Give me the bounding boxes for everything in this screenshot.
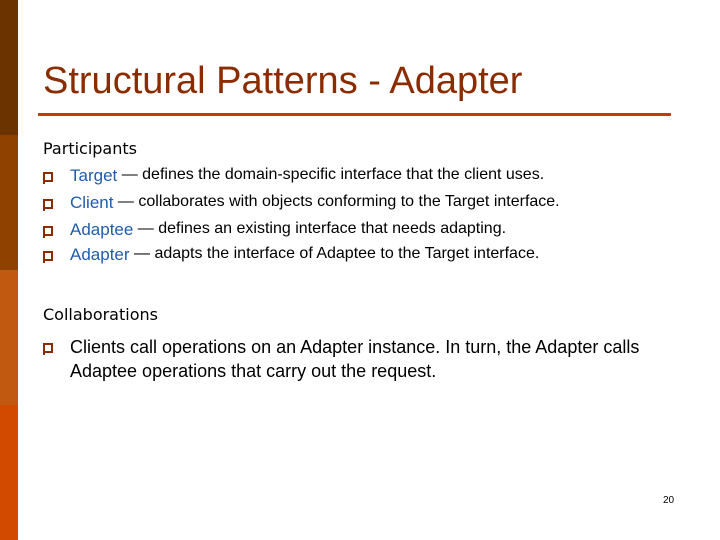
participant-description: defines the domain-specific interface that the client uses. [142,166,545,183]
sidebar-block-2 [0,135,18,270]
participant-item-adapter [43,245,539,271]
sidebar-block-1 [0,0,18,135]
square-bullet-icon [43,251,53,261]
square-bullet-icon [43,199,53,209]
participant-term: Client [70,193,114,212]
sidebar-block-4 [0,405,18,540]
participant-description: collaborates with objects conforming to the Target interface. [138,193,560,210]
participants-heading: Participants [43,139,137,158]
participant-separator: — [129,245,155,262]
participant-separator: — [113,193,139,210]
square-bullet-icon [43,226,53,236]
participant-separator: — [133,220,159,237]
square-bullet-icon [43,343,53,353]
participant-separator: — [117,166,143,183]
slide-title: Structural Patterns - Adapter [43,60,523,102]
participant-term: Adaptee [70,220,134,239]
participant-term: Adapter [70,245,130,264]
page-number: 20 [663,495,675,506]
participant-item-client [43,193,560,219]
title-underline [38,113,671,116]
collaborations-heading: Collaborations [43,305,158,324]
collaboration-item [43,335,680,383]
participant-item-adaptee [43,220,506,246]
collaboration-text: Clients call operations on an Adapter instance. In turn, the Adapter calls Adaptee operations that carry out the request. [70,337,640,381]
participant-term: Target [70,166,118,185]
sidebar-block-3 [0,270,18,405]
participant-description: adapts the interface of Adaptee to the Target interface. [154,245,540,262]
participant-description: defines an existing interface that needs adapting. [158,220,507,237]
square-bullet-icon [43,172,53,182]
participant-item-target [43,166,544,192]
